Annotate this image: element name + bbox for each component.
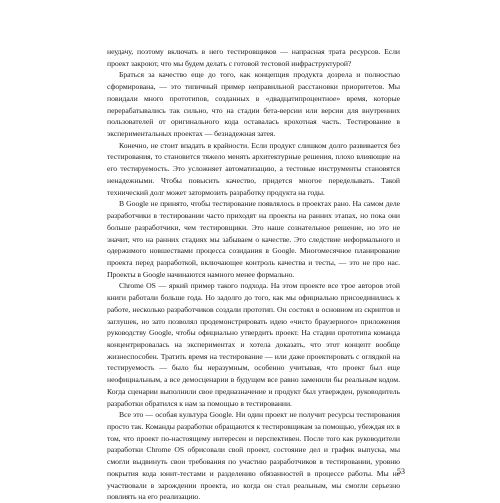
paragraph: Браться за качество еще до того, как концепция продукта дозрела и полностью сформирована, — это типичный пример неправильной расстановки приоритетов. Мы повидали много прототипов, созданных в «двадцатипроцентное» время, которые перерабатывались так сильно, что на стадии бета-версии или версии для внутренних пользователей от оригинального кода оставалась крохотная часть. Тестирование в экспериментальных проектах — безнадежная затея. xyxy=(107,70,400,139)
page-number: 53 xyxy=(397,467,405,476)
paragraph: Конечно, не стоит впадать в крайности. Если продукт слишком долго развивается без тестирования, то становится тяжело менять архитектурные решения, плохо влияющие на его тестируемость. Это усложняет автоматизацию, а тестовые инструменты становятся ненадежными. Чтобы повысить качество, придется многое переделывать. Такой технический долг может затормозить разработку продукта на годы. xyxy=(107,140,400,197)
paragraph: В Google не принято, чтобы тестирование появлялось в проектах рано. На самом деле разработчики в тестировании часто приходят на проекты на ранних этапах, но пока они больше разработчики, чем тестировщики. Это наше сознательное решение, но это не значит, что на ранних стадиях мы забываем о качестве. Это следствие неформального и одержимого новшествами процесса созидания в Google. Многомесячное планирование проекта перед разработкой, включающее контроль качества и тесты, — это не про нас. Проекты в Google начинаются намного менее формально. xyxy=(107,199,400,279)
paragraph: Все это — особая культура Google. Ни один проект не получит ресурсы тестирования просто так. Команды разработки обращаются к тестировщикам за помощью, убеждая их в том, что проект по-настоящему интересен и перспективен. После того как руководители разработки Chrome OS обрисовали свой проект, состояние дел и график выпуска, мы смогли выдвинуть свои требования по участию разработчиков в тестировании, уровню покрытия кода юнит-тестами и разделению обязанностей в процессе работы. Мы не участвовали в зарождении проекта, но когда он стал реальным, мы смогли серьезно повлиять на его реализацию. xyxy=(107,410,400,502)
paragraph: Chrome OS — яркий пример такого подхода. На этом проекте все трое авторов этой книги работали больше года. Но задолго до того, как мы официально присоединились к работе, несколько разработчиков создали прототип. Он состоял в основном из скриптов и заглушек, но зато позволял продемонстрировать идею «чисто браузерного» приложения руководству Google, чтобы официально утвердить проект. На стадии прототипа команда концентрировалась на экспериментах и хотела доказать, что этот концепт вообще жизнеспособен. Тратить время на тестирование — или даже проектировать с оглядкой на тестируемость — было бы неразумным, особенно учитывая, что проект был еще неофициальным, а все демосценарии в будущем все равно заменили бы реальным кодом. Когда сценарии выполнили свое предназначение и продукт был утвержден, руководитель разработки обратился к нам за помощью в тестировании. xyxy=(107,281,400,408)
paragraph: неудачу, поэтому включать в него тестировщиков — напрасная трата ресурсов. Если проект закроют, что мы будем делать с готовой тестовой инфраструктурой? xyxy=(107,47,400,68)
page-body xyxy=(107,46,400,503)
